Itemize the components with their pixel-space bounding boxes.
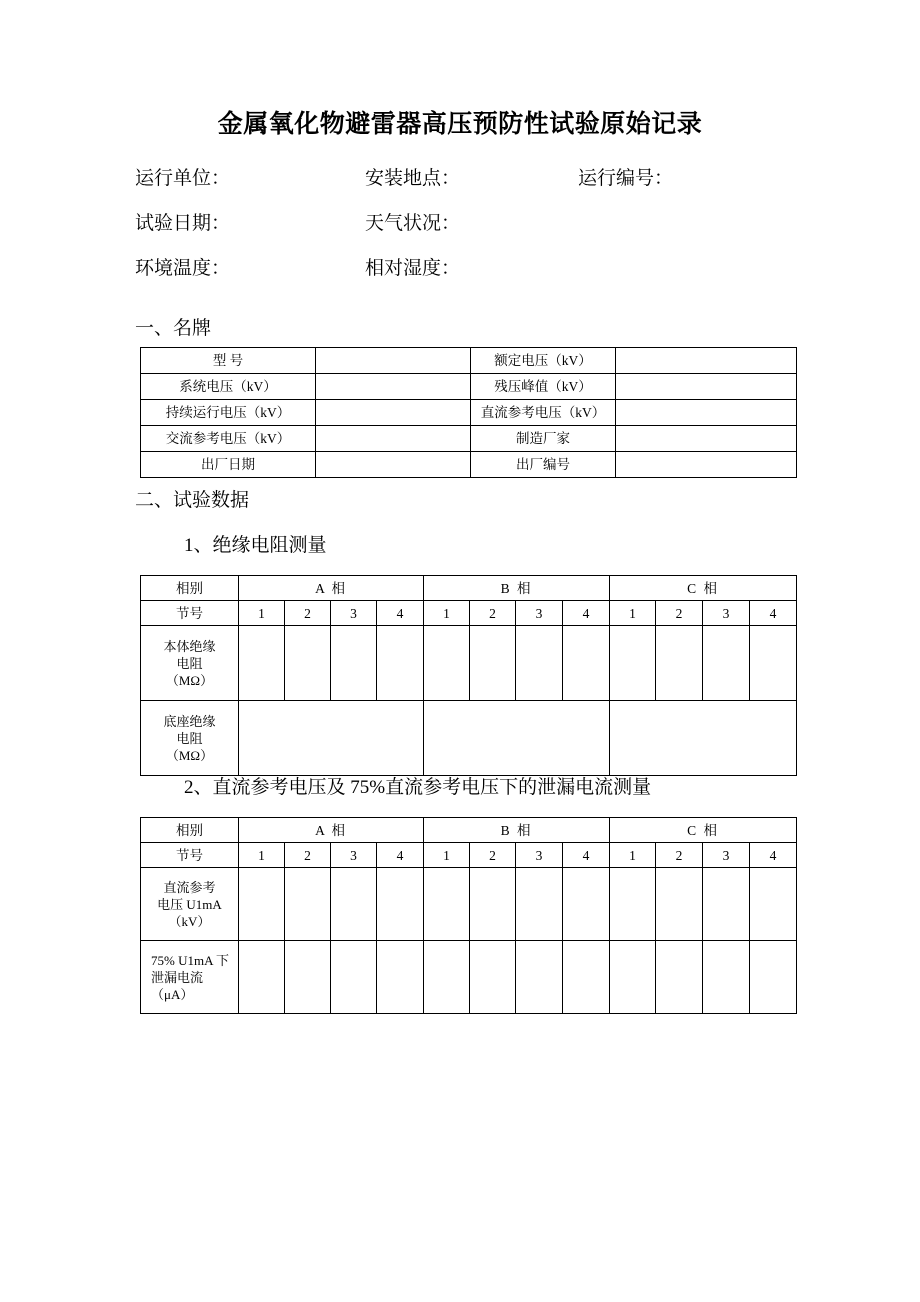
nameplate-label-ac-reference-voltage: 交流参考电压（kV）: [141, 426, 316, 452]
leakage-current-a3[interactable]: [331, 941, 377, 1014]
leakage-header-section-label: 节号: [141, 843, 239, 868]
page-title: 金属氧化物避雷器高压预防性试验原始记录: [217, 111, 703, 138]
row-label-line: （μA）: [151, 986, 194, 1002]
leakage-u1ma-a4[interactable]: [377, 868, 424, 941]
leakage-current-table: [140, 817, 797, 1014]
insulation-body-a2[interactable]: [285, 626, 331, 701]
header-fields: [135, 166, 815, 301]
section-heading-test-data: 二、试验数据: [135, 490, 250, 511]
nameplate-value-rated-voltage[interactable]: [616, 348, 797, 374]
leakage-section-c3: 3: [703, 843, 750, 868]
table-row: [141, 452, 797, 478]
leakage-section-a3: 3: [331, 843, 377, 868]
leakage-current-c1[interactable]: [610, 941, 656, 1014]
nameplate-value-dc-reference-voltage[interactable]: [616, 400, 797, 426]
row-label-line: 75% U1mA 下: [151, 952, 230, 968]
table-row: [141, 701, 797, 776]
table-row: [141, 868, 797, 941]
insulation-base-c[interactable]: [610, 701, 797, 776]
field-label-relative-humidity: 相对湿度：: [365, 258, 461, 279]
table-row: [141, 626, 797, 701]
insulation-body-b2[interactable]: [470, 626, 516, 701]
row-label-line: 直流参考: [163, 879, 216, 895]
sub-heading-insulation-resistance: 1、绝缘电阻测量: [184, 535, 327, 556]
row-label-line: 电压 U1mA: [157, 896, 222, 912]
insulation-section-b1: 1: [424, 601, 470, 626]
leakage-current-a2[interactable]: [285, 941, 331, 1014]
row-label-line: （kV）: [168, 913, 211, 929]
nameplate-value-manufacture-date[interactable]: [316, 452, 471, 478]
table-header-row: [141, 576, 797, 601]
leakage-u1ma-c3[interactable]: [703, 868, 750, 941]
nameplate-label-manufacture-date: 出厂日期: [141, 452, 316, 478]
nameplate-label-continuous-operating-voltage: 持续运行电压（kV）: [141, 400, 316, 426]
leakage-u1ma-b3[interactable]: [516, 868, 563, 941]
insulation-body-b4[interactable]: [563, 626, 610, 701]
header-field-row: [135, 211, 815, 256]
leakage-u1ma-a2[interactable]: [285, 868, 331, 941]
table-header-row: [141, 843, 797, 868]
insulation-row-label-body-resistance: [141, 626, 239, 701]
row-label-line: 泄漏电流: [151, 969, 204, 985]
leakage-current-b2[interactable]: [470, 941, 516, 1014]
insulation-section-c1: 1: [610, 601, 656, 626]
leakage-u1ma-b4[interactable]: [563, 868, 610, 941]
leakage-u1ma-a1[interactable]: [239, 868, 285, 941]
nameplate-value-manufacturer[interactable]: [616, 426, 797, 452]
header-field-row: [135, 256, 815, 301]
nameplate-value-serial-number[interactable]: [616, 452, 797, 478]
table-row: [141, 348, 797, 374]
field-label-ambient-temperature: 环境温度：: [135, 258, 231, 279]
nameplate-label-rated-voltage: 额定电压（kV）: [471, 348, 616, 374]
row-label-line: 底座绝缘: [163, 713, 216, 729]
leakage-section-a1: 1: [239, 843, 285, 868]
insulation-section-b4: 4: [563, 601, 610, 626]
leakage-section-b4: 4: [563, 843, 610, 868]
field-label-operating-number: 运行编号：: [578, 168, 674, 189]
insulation-section-b2: 2: [470, 601, 516, 626]
insulation-section-c4: 4: [750, 601, 797, 626]
insulation-body-a1[interactable]: [239, 626, 285, 701]
leakage-current-c3[interactable]: [703, 941, 750, 1014]
nameplate-label-model: 型 号: [141, 348, 316, 374]
table-row: [141, 426, 797, 452]
row-label-line: 电阻: [176, 730, 203, 746]
leakage-section-b2: 2: [470, 843, 516, 868]
insulation-section-a1: 1: [239, 601, 285, 626]
insulation-base-a[interactable]: [239, 701, 424, 776]
insulation-section-a3: 3: [331, 601, 377, 626]
leakage-current-b3[interactable]: [516, 941, 563, 1014]
leakage-header-phase-c: C 相: [610, 818, 797, 843]
leakage-u1ma-b1[interactable]: [424, 868, 470, 941]
table-header-row: [141, 601, 797, 626]
leakage-current-c4[interactable]: [750, 941, 797, 1014]
nameplate-value-system-voltage[interactable]: [316, 374, 471, 400]
nameplate-label-system-voltage: 系统电压（kV）: [141, 374, 316, 400]
nameplate-label-residual-voltage-peak: 残压峰值（kV）: [471, 374, 616, 400]
nameplate-label-manufacturer: 制造厂家: [471, 426, 616, 452]
insulation-body-a3[interactable]: [331, 626, 377, 701]
insulation-section-c2: 2: [656, 601, 703, 626]
insulation-section-b3: 3: [516, 601, 563, 626]
leakage-section-a4: 4: [377, 843, 424, 868]
insulation-resistance-table: [140, 575, 797, 776]
leakage-section-c4: 4: [750, 843, 797, 868]
insulation-body-c1[interactable]: [610, 626, 656, 701]
leakage-header-phase-a: A 相: [239, 818, 424, 843]
leakage-current-c2[interactable]: [656, 941, 703, 1014]
nameplate-label-dc-reference-voltage: 直流参考电压（kV）: [471, 400, 616, 426]
insulation-body-c3[interactable]: [703, 626, 750, 701]
leakage-current-b4[interactable]: [563, 941, 610, 1014]
row-label-line: 电阻: [176, 655, 203, 671]
leakage-section-b3: 3: [516, 843, 563, 868]
insulation-header-section-label: 节号: [141, 601, 239, 626]
leakage-u1ma-c4[interactable]: [750, 868, 797, 941]
leakage-current-a1[interactable]: [239, 941, 285, 1014]
insulation-header-phase-a: A 相: [239, 576, 424, 601]
leakage-section-a2: 2: [285, 843, 331, 868]
insulation-body-c2[interactable]: [656, 626, 703, 701]
leakage-u1ma-a3[interactable]: [331, 868, 377, 941]
insulation-body-b3[interactable]: [516, 626, 563, 701]
leakage-current-a4[interactable]: [377, 941, 424, 1014]
header-field-row: [135, 166, 815, 211]
leakage-section-c2: 2: [656, 843, 703, 868]
leakage-header-phase-b: B 相: [424, 818, 610, 843]
field-label-operating-unit: 运行单位：: [135, 168, 231, 189]
row-label-line: （MΩ）: [165, 747, 214, 763]
field-label-install-location: 安装地点：: [365, 168, 461, 189]
leakage-header-phase-label: 相别: [141, 818, 239, 843]
table-header-row: [141, 818, 797, 843]
table-row: [141, 400, 797, 426]
insulation-header-phase-b: B 相: [424, 576, 610, 601]
insulation-header-phase-c: C 相: [610, 576, 797, 601]
leakage-row-label-75-percent-current: [141, 941, 239, 1014]
section-heading-nameplate: 一、名牌: [135, 318, 212, 339]
insulation-body-b1[interactable]: [424, 626, 470, 701]
nameplate-value-residual-voltage-peak[interactable]: [616, 374, 797, 400]
table-row: [141, 941, 797, 1014]
nameplate-value-model[interactable]: [316, 348, 471, 374]
leakage-current-b1[interactable]: [424, 941, 470, 1014]
insulation-section-c3: 3: [703, 601, 750, 626]
insulation-base-b[interactable]: [424, 701, 610, 776]
insulation-body-c4[interactable]: [750, 626, 797, 701]
insulation-body-a4[interactable]: [377, 626, 424, 701]
insulation-row-label-base-resistance: [141, 701, 239, 776]
leakage-u1ma-c2[interactable]: [656, 868, 703, 941]
nameplate-value-continuous-operating-voltage[interactable]: [316, 400, 471, 426]
insulation-section-a4: 4: [377, 601, 424, 626]
nameplate-table: [140, 347, 797, 478]
sub-heading-leakage-current: 2、直流参考电压及 75%直流参考电压下的泄漏电流测量: [184, 777, 652, 798]
insulation-header-phase-label: 相别: [141, 576, 239, 601]
field-label-test-date: 试验日期：: [135, 213, 231, 234]
leakage-row-label-dc-reference-voltage: [141, 868, 239, 941]
leakage-section-c1: 1: [610, 843, 656, 868]
leakage-u1ma-c1[interactable]: [610, 868, 656, 941]
leakage-u1ma-b2[interactable]: [470, 868, 516, 941]
leakage-section-b1: 1: [424, 843, 470, 868]
row-label-line: 本体绝缘: [163, 638, 216, 654]
row-label-line: （MΩ）: [165, 672, 214, 688]
insulation-section-a2: 2: [285, 601, 331, 626]
nameplate-value-ac-reference-voltage[interactable]: [316, 426, 471, 452]
field-label-weather: 天气状况：: [365, 213, 461, 234]
nameplate-label-serial-number: 出厂编号: [471, 452, 616, 478]
table-row: [141, 374, 797, 400]
